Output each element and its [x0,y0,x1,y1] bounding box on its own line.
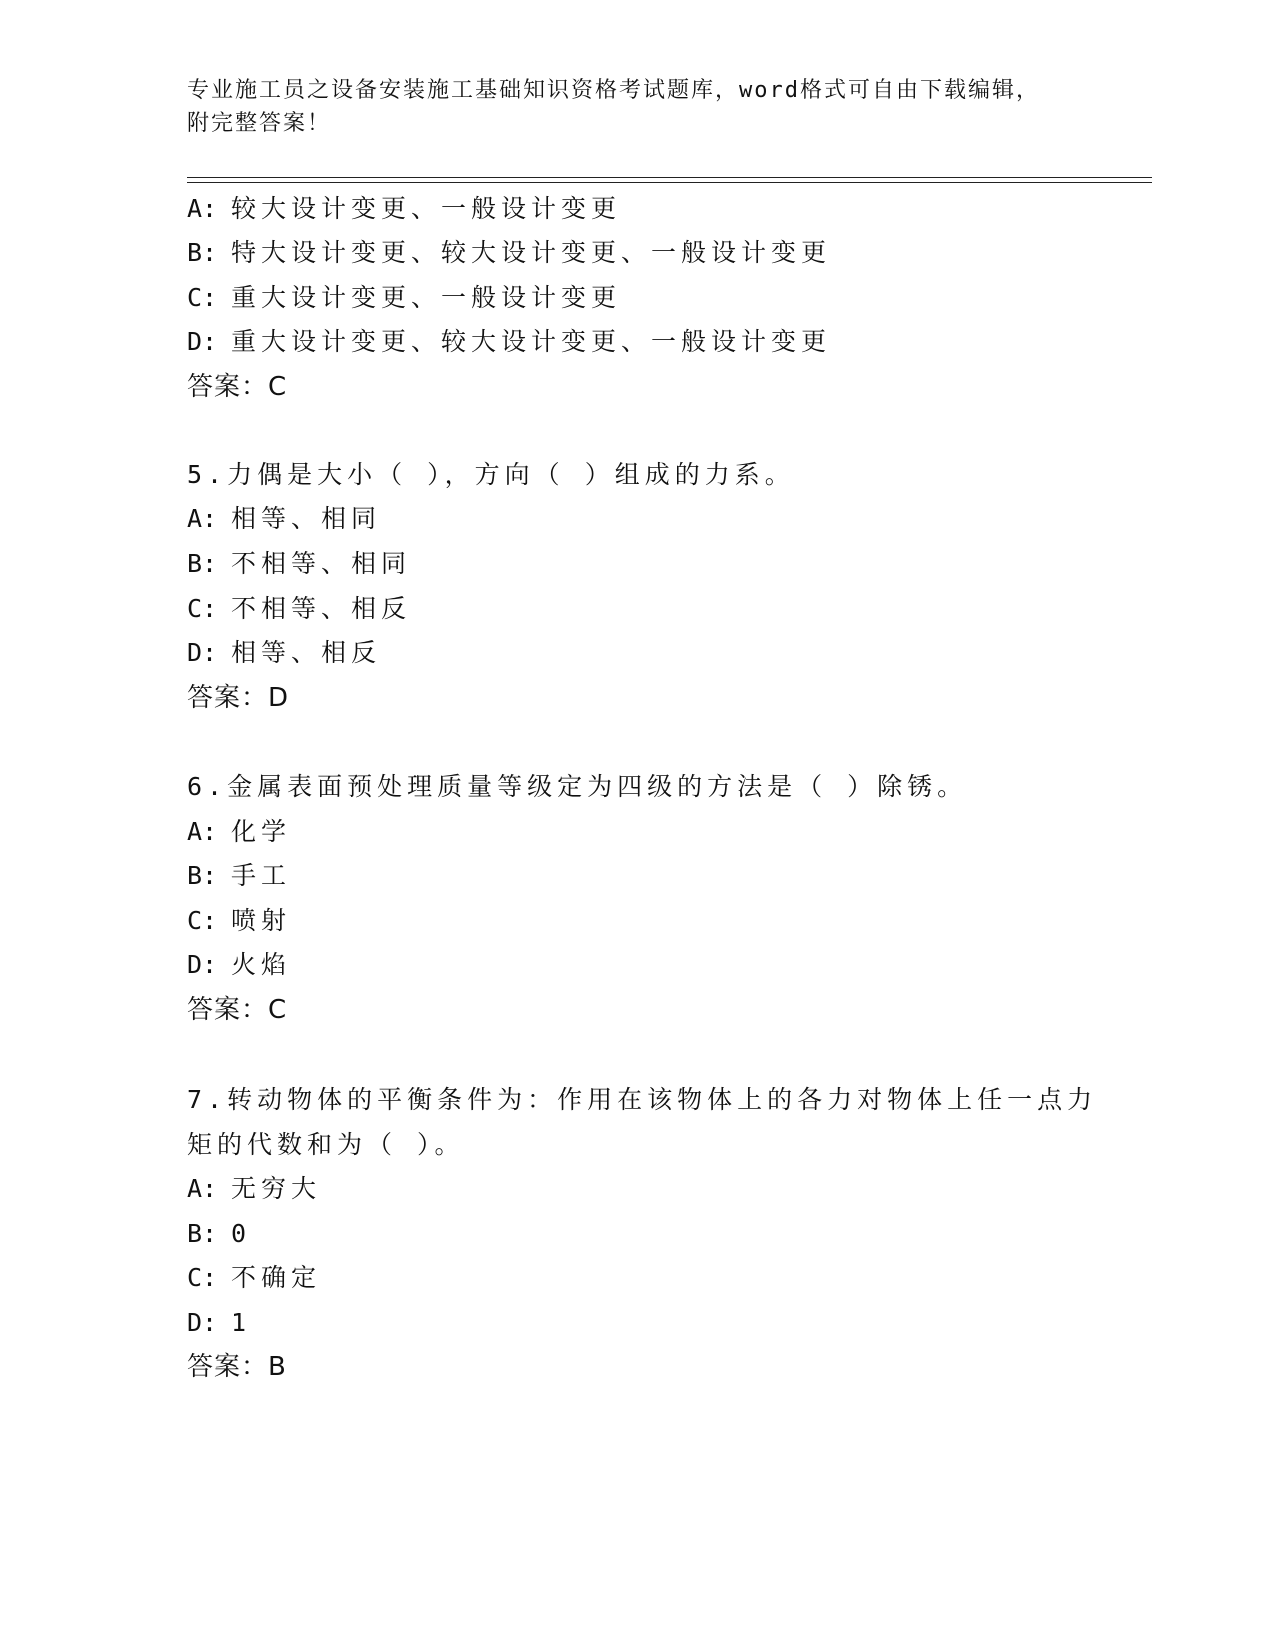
q4-answer: 答案：C [187,372,288,402]
option-label: D: [187,327,218,356]
option-text: 特大设计变更、较大设计变更、一般设计变更 [231,238,832,267]
option-label: B: [187,549,218,578]
option-label: B: [187,238,218,267]
q7-answer: 答案：B [187,1352,287,1382]
option-text: 化学 [231,817,292,846]
option-text: 相等、相反 [231,638,382,667]
option-label: A: [187,504,218,533]
option-label: C: [187,1263,218,1292]
option-text: 相等、相同 [231,504,382,533]
q5-option-c [187,592,411,626]
header-divider-bottom [187,182,1152,183]
q5-question: 5.力偶是大小（ ），方向（ ）组成的力系。 [187,460,795,489]
q4-option-b [187,236,831,270]
option-label: C: [187,283,218,312]
q7-question-line-2: 矩的代数和为（ ）。 [187,1130,465,1159]
q7-question-line-1: 7.转动物体的平衡条件为：作用在该物体上的各力对物体上任一点力 [187,1085,1098,1114]
q6-question: 6.金属表面预处理质量等级定为四级的方法是（ ）除锈。 [187,772,968,801]
q6-option-a [187,815,291,849]
option-text: 重大设计变更、一般设计变更 [231,283,622,312]
option-text: 不确定 [231,1263,322,1292]
option-label: D: [187,638,218,667]
q5-option-b [187,547,411,581]
document-header [187,74,1067,140]
option-text: 手工 [231,861,292,890]
option-text: 无穷大 [231,1174,322,1203]
q7-option-c [187,1261,321,1295]
option-label: C: [187,906,218,935]
q5-answer: 答案：D [187,683,290,713]
header-divider-top [187,177,1152,178]
q6-option-b [187,859,291,893]
option-text: 重大设计变更、较大设计变更、一般设计变更 [231,327,832,356]
option-label: A: [187,1174,218,1203]
option-text: 较大设计变更、一般设计变更 [231,194,622,223]
q7-option-d [187,1306,251,1340]
option-label: D: [187,1308,218,1337]
q5-option-a [187,502,381,536]
option-label: D: [187,950,218,979]
q4-option-a [187,192,621,226]
option-text: 喷射 [231,906,292,935]
q4-option-d [187,325,831,359]
option-label: A: [187,817,218,846]
option-text: 火焰 [231,950,292,979]
option-text: 不相等、相同 [231,549,412,578]
header-line-2: 附完整答案！ [187,111,332,136]
option-label: B: [187,861,218,890]
q5-option-d [187,636,381,670]
q6-answer: 答案：C [187,995,288,1025]
q7-option-a [187,1172,321,1206]
q6-option-c [187,904,291,938]
header-line-1: 专业施工员之设备安装施工基础知识资格考试题库，word格式可自由下载编辑， [187,78,1040,103]
option-label: A: [187,194,218,223]
q7-option-b [187,1217,251,1251]
option-label: B: [187,1219,218,1248]
option-text: 不相等、相反 [231,594,412,623]
q6-option-d [187,948,291,982]
option-text: 1 [231,1308,252,1337]
q4-option-c [187,281,621,315]
option-label: C: [187,594,218,623]
option-text: 0 [231,1219,252,1248]
